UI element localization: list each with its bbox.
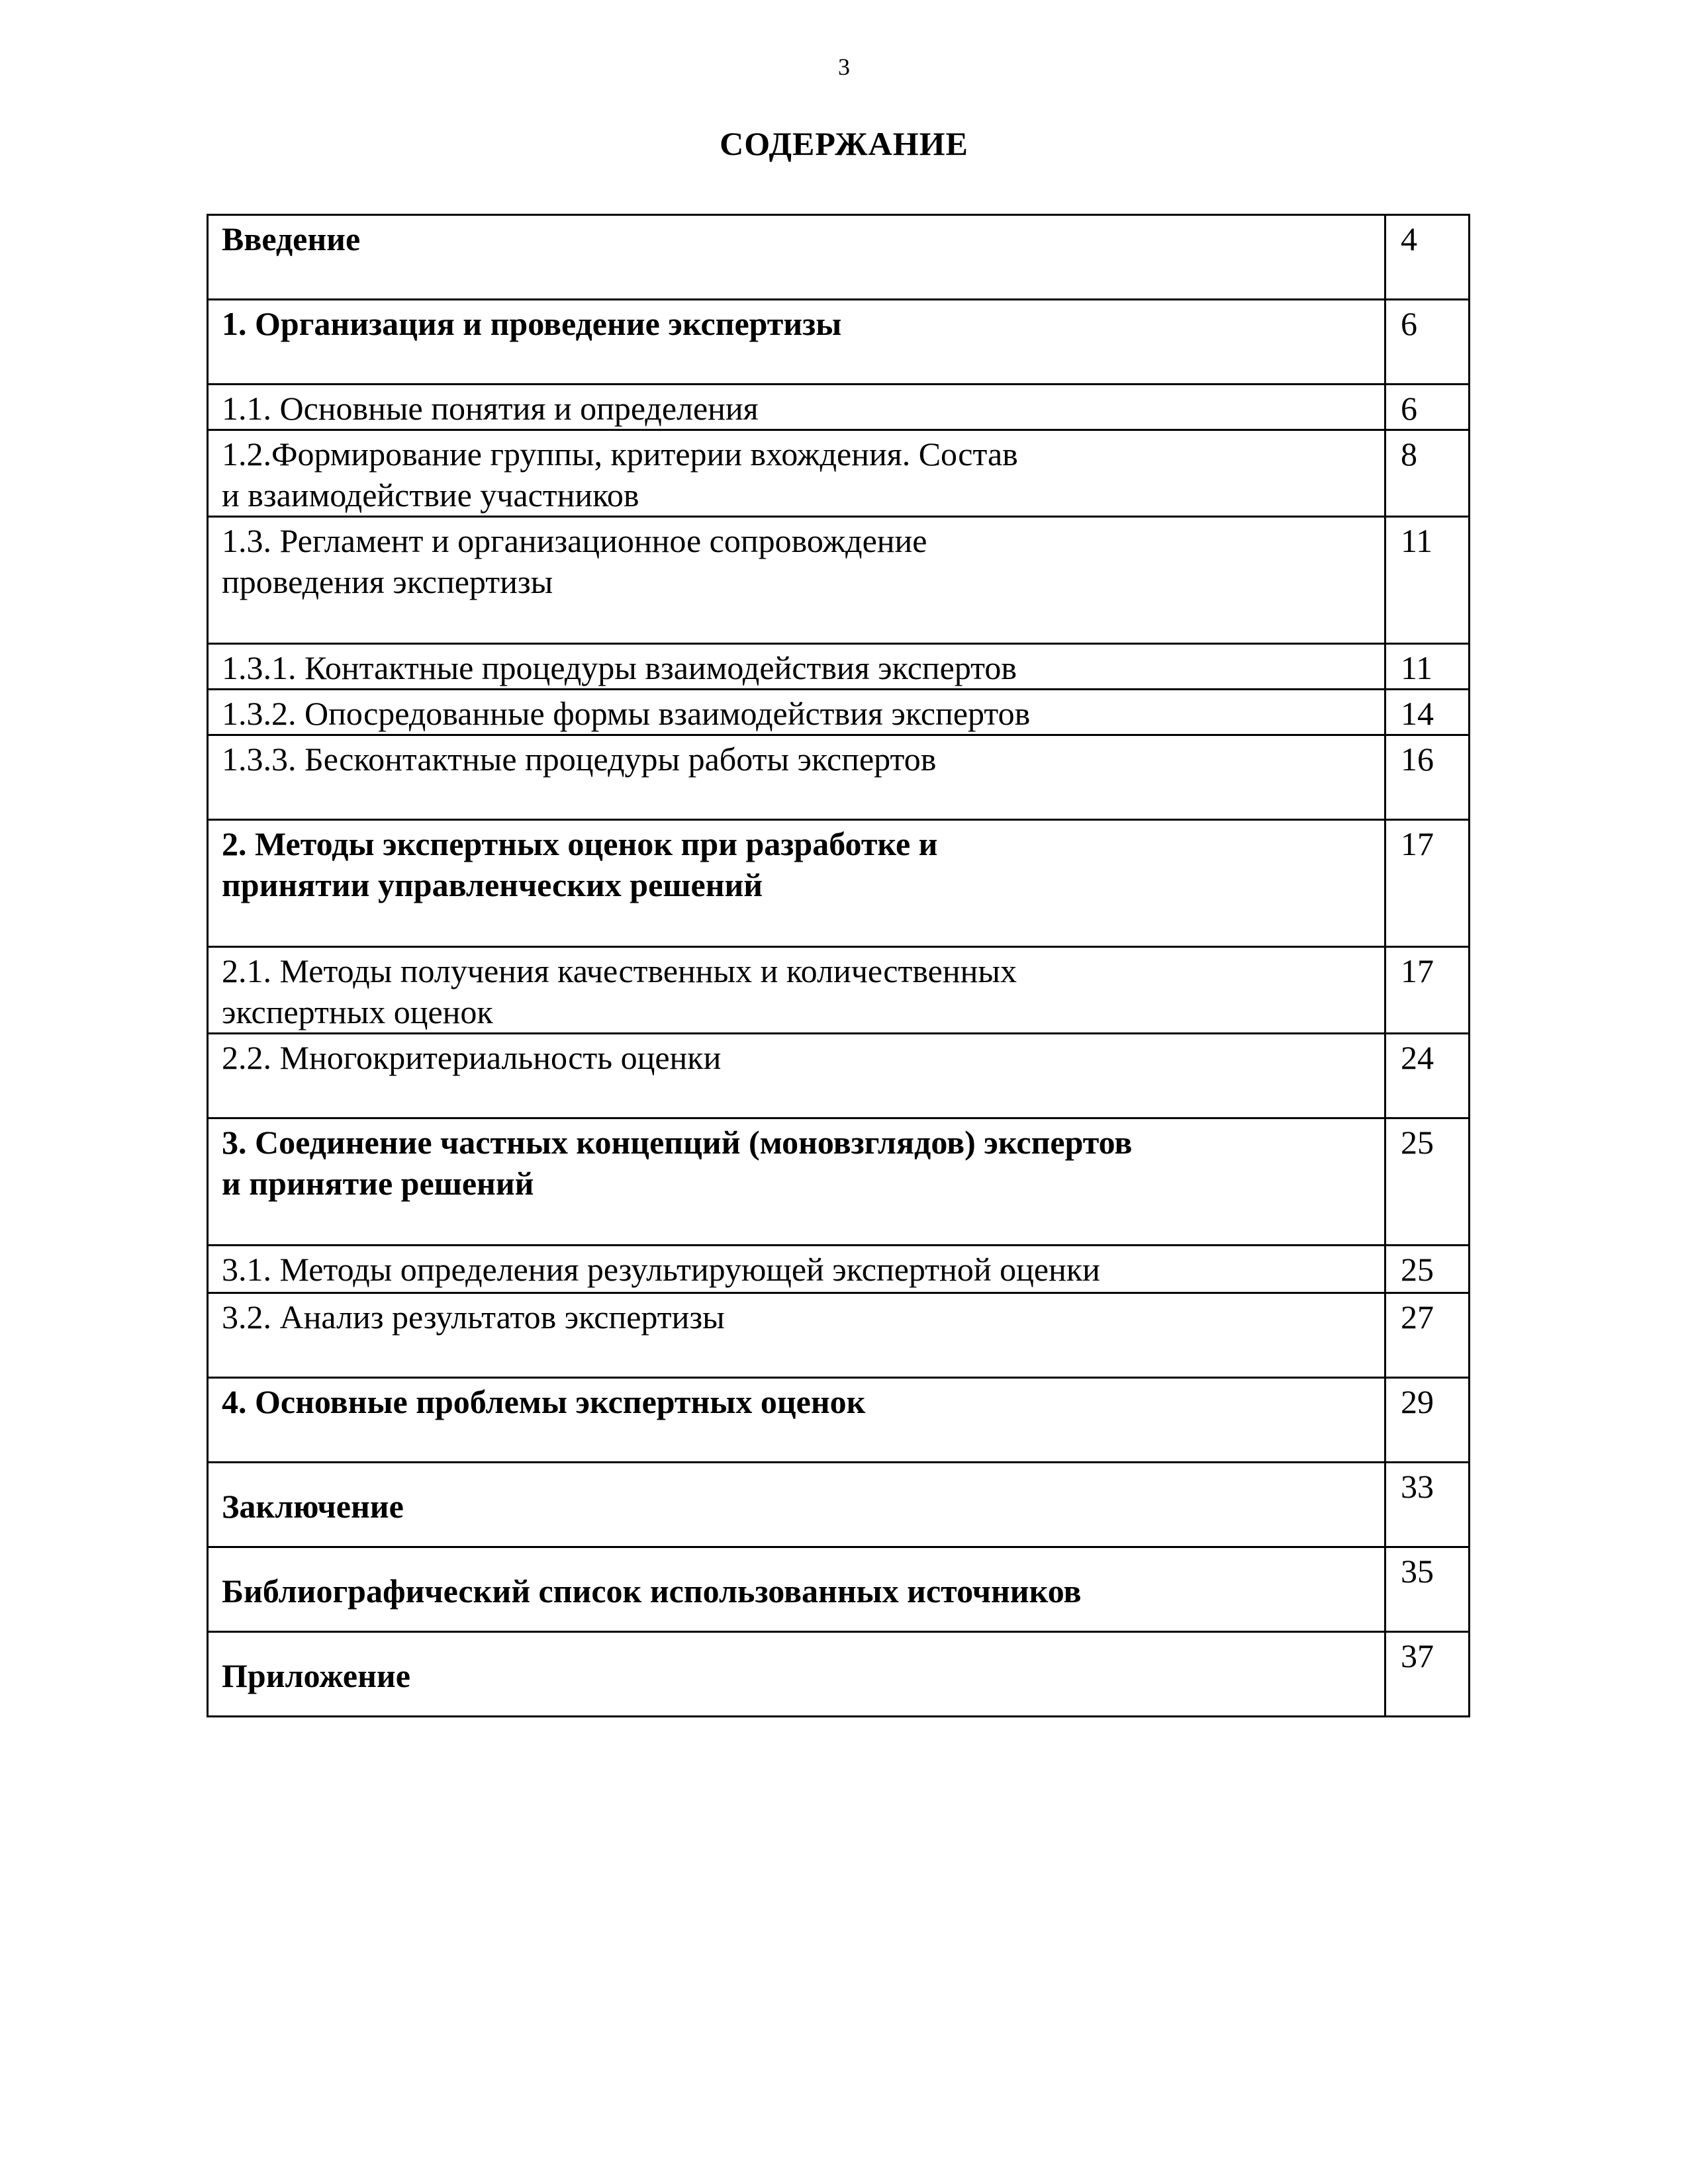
toc-entry-page: 17 <box>1385 820 1470 947</box>
toc-entry-page: 33 <box>1385 1463 1470 1547</box>
toc-row-chapter-3 <box>208 1118 1470 1246</box>
toc-entry-title[interactable]: 1.3.2. Опосредованные формы взаимодействия экспертов <box>208 690 1385 735</box>
toc-row-2-2 <box>208 1034 1470 1118</box>
page-number: 3 <box>838 54 850 80</box>
toc-entry-page: 8 <box>1385 430 1470 517</box>
toc-entry-title[interactable]: 2. Методы экспертных оценок при разработке и принятии управленческих решений <box>208 820 1385 947</box>
toc-row-appendix <box>208 1632 1470 1717</box>
toc-row-1-3 <box>208 517 1470 644</box>
toc-entry-page: 17 <box>1385 947 1470 1034</box>
toc-entry-title[interactable]: Библиографический список использованных источников <box>208 1547 1385 1632</box>
toc-entry-page: 16 <box>1385 735 1470 820</box>
toc-entry-page: 25 <box>1385 1246 1470 1293</box>
toc-row-bibliography <box>208 1547 1470 1632</box>
toc-entry-page: 11 <box>1385 517 1470 644</box>
toc-entry-page: 6 <box>1385 300 1470 385</box>
toc-entry-title[interactable]: Приложение <box>208 1632 1385 1717</box>
toc-row-3-2 <box>208 1293 1470 1378</box>
toc-entry-title[interactable]: 1.3.1. Контактные процедуры взаимодействия экспертов <box>208 644 1385 690</box>
toc-entry-title[interactable]: Заключение <box>208 1463 1385 1547</box>
toc-row-chapter-4 <box>208 1378 1470 1463</box>
toc-row-1-3-3 <box>208 735 1470 820</box>
toc-entry-title[interactable]: 1.3.3. Бесконтактные процедуры работы экспертов <box>208 735 1385 820</box>
toc-entry-page: 35 <box>1385 1547 1470 1632</box>
toc-entry-page: 24 <box>1385 1034 1470 1118</box>
toc-entry-page: 14 <box>1385 690 1470 735</box>
toc-row-1-2 <box>208 430 1470 517</box>
toc-row-3-1 <box>208 1246 1470 1293</box>
toc-entry-title[interactable]: 4. Основные проблемы экспертных оценок <box>208 1378 1385 1463</box>
toc-row-chapter-2 <box>208 820 1470 947</box>
toc-entry-title[interactable]: 3. Соединение частных концепций (моновзглядов) экспертов и принятие решений <box>208 1118 1385 1246</box>
toc-row-chapter-1 <box>208 300 1470 385</box>
toc-entry-title[interactable]: 1.2.Формирование группы, критерии вхождения. Состав и взаимодействие участников <box>208 430 1385 517</box>
table-of-contents <box>207 214 1470 1717</box>
toc-entry-title[interactable]: 1.1. Основные понятия и определения <box>208 385 1385 430</box>
toc-entry-title[interactable]: 1.3. Регламент и организационное сопровождение проведения экспертизы <box>208 517 1385 644</box>
toc-row-1-3-1 <box>208 644 1470 690</box>
toc-row-1-3-2 <box>208 690 1470 735</box>
toc-entry-title[interactable]: 2.2. Многокритериальность оценки <box>208 1034 1385 1118</box>
toc-entry-title[interactable]: 2.1. Методы получения качественных и количественных экспертных оценок <box>208 947 1385 1034</box>
toc-entry-title[interactable]: 3.1. Методы определения результирующей экспертной оценки <box>208 1246 1385 1293</box>
toc-entry-page: 27 <box>1385 1293 1470 1378</box>
toc-row-conclusion <box>208 1463 1470 1547</box>
toc-entry-page: 25 <box>1385 1118 1470 1246</box>
page-title: СОДЕРЖАНИЕ <box>720 125 968 162</box>
toc-row-2-1 <box>208 947 1470 1034</box>
toc-entry-page: 6 <box>1385 385 1470 430</box>
toc-entry-page: 29 <box>1385 1378 1470 1463</box>
toc-entry-page: 4 <box>1385 215 1470 300</box>
toc-entry-page: 37 <box>1385 1632 1470 1717</box>
toc-entry-title[interactable]: Введение <box>208 215 1385 300</box>
toc-entry-title[interactable]: 3.2. Анализ результатов экспертизы <box>208 1293 1385 1378</box>
toc-entry-page: 11 <box>1385 644 1470 690</box>
toc-row-1-1 <box>208 385 1470 430</box>
toc-row-introduction <box>208 215 1470 300</box>
toc-entry-title[interactable]: 1. Организация и проведение экспертизы <box>208 300 1385 385</box>
